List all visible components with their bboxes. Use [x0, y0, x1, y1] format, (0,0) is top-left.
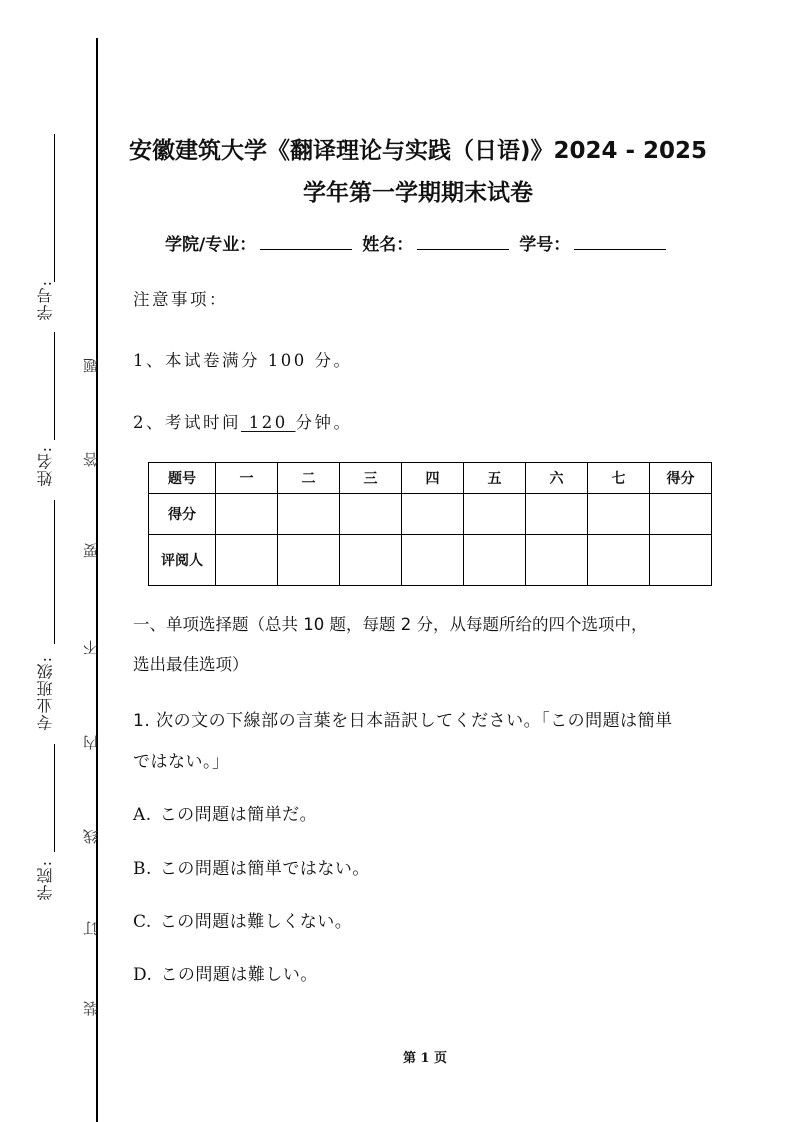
table-header-row [149, 463, 712, 494]
option-letter: D. [133, 965, 153, 985]
note-2-suffix: 分钟。 [295, 413, 353, 432]
margin-line-college [54, 744, 55, 852]
seal-char: 线 [82, 829, 100, 844]
option-text: この問題は簡単だ。 [159, 805, 318, 825]
section-1-heading-line1: 一、单项选择题（总共 10 题，每题 2 分，从每题所给的四个选项中， [133, 615, 648, 634]
table-header-cell: 六 [526, 463, 588, 494]
table-header-cell: 三 [340, 463, 402, 494]
score-cell[interactable] [526, 494, 588, 535]
seal-char: 订 [82, 921, 100, 936]
info-label: 姓名： [362, 235, 414, 255]
table-header-cell: 一 [216, 463, 278, 494]
table-header-cell: 得分 [650, 463, 712, 494]
info-field-name [362, 230, 509, 255]
margin-line-student-id [54, 134, 55, 282]
section-1-heading-line2: 选出最佳选项） [133, 655, 249, 674]
option-d[interactable] [133, 960, 318, 985]
option-letter: C. [133, 912, 152, 932]
table-header-cell: 七 [588, 463, 650, 494]
college-blank[interactable] [260, 233, 352, 250]
seal-char: 内 [82, 735, 100, 750]
row-label: 得分 [149, 494, 216, 535]
score-cell[interactable] [216, 494, 278, 535]
table-row-score [149, 494, 712, 535]
margin-line-class [54, 500, 55, 644]
student-info-row [165, 230, 666, 255]
table-header-cell: 四 [402, 463, 464, 494]
info-field-college [165, 230, 352, 255]
grader-cell[interactable] [650, 535, 712, 586]
grader-cell[interactable] [402, 535, 464, 586]
table-header-cell: 二 [278, 463, 340, 494]
score-cell[interactable] [650, 494, 712, 535]
exam-duration: 120 [241, 413, 296, 432]
grader-cell[interactable] [278, 535, 340, 586]
seal-char: 不 [82, 640, 100, 655]
question-1-line2: ではない。」 [133, 752, 230, 772]
margin-label-student-id: 学号: [36, 280, 55, 321]
note-2-prefix: 2、考试时间 [133, 413, 241, 432]
option-letter: A. [133, 805, 152, 825]
option-text: この問題は難しくない。 [159, 912, 353, 932]
seal-char: 装 [82, 1001, 100, 1016]
table-header-cell: 题号 [149, 463, 216, 494]
margin-line-name [54, 332, 55, 440]
info-label: 学号： [519, 235, 571, 255]
seal-char: 题 [82, 358, 100, 373]
page-number: 第 1 页 [402, 1051, 448, 1066]
seal-char: 要 [82, 543, 100, 558]
option-a[interactable] [133, 800, 317, 825]
note-item-2 [133, 409, 352, 433]
margin-label-name: 姓名: [36, 446, 55, 487]
score-cell[interactable] [278, 494, 340, 535]
info-field-id [519, 230, 666, 255]
question-1-line1: 1. 次の文の下線部の言葉を日本語訳してください。「この問題は簡単 [133, 711, 673, 731]
score-cell[interactable] [402, 494, 464, 535]
grader-cell[interactable] [526, 535, 588, 586]
grader-cell[interactable] [464, 535, 526, 586]
seal-char: 答 [82, 452, 100, 467]
grader-cell[interactable] [216, 535, 278, 586]
margin-label-college: 学院: [36, 860, 55, 901]
grader-cell[interactable] [340, 535, 402, 586]
option-c[interactable] [133, 907, 352, 932]
score-cell[interactable] [588, 494, 650, 535]
score-cell[interactable] [340, 494, 402, 535]
info-label: 学院/专业： [165, 235, 257, 255]
table-row-grader [149, 535, 712, 586]
id-blank[interactable] [574, 233, 666, 250]
option-text: この問題は難しい。 [160, 965, 318, 985]
note-item-1: 1、本试卷满分 100 分。 [133, 351, 353, 370]
option-b[interactable] [133, 854, 370, 879]
notes-heading: 注意事项： [133, 290, 228, 309]
row-label: 评阅人 [149, 535, 216, 586]
grader-cell[interactable] [588, 535, 650, 586]
exam-title-line2: 学年第一学期期末试卷 [303, 180, 533, 206]
score-table [148, 462, 712, 586]
option-text: この問題は簡単ではない。 [159, 859, 370, 879]
margin-label-class: 专业班级: [36, 656, 55, 731]
score-cell[interactable] [464, 494, 526, 535]
name-blank[interactable] [417, 233, 509, 250]
binding-line [96, 38, 98, 1122]
table-header-cell: 五 [464, 463, 526, 494]
option-letter: B. [133, 859, 152, 879]
exam-title-line1: 安徽建筑大学《翻译理论与实践（日语)》2024 - 2025 [128, 138, 708, 164]
